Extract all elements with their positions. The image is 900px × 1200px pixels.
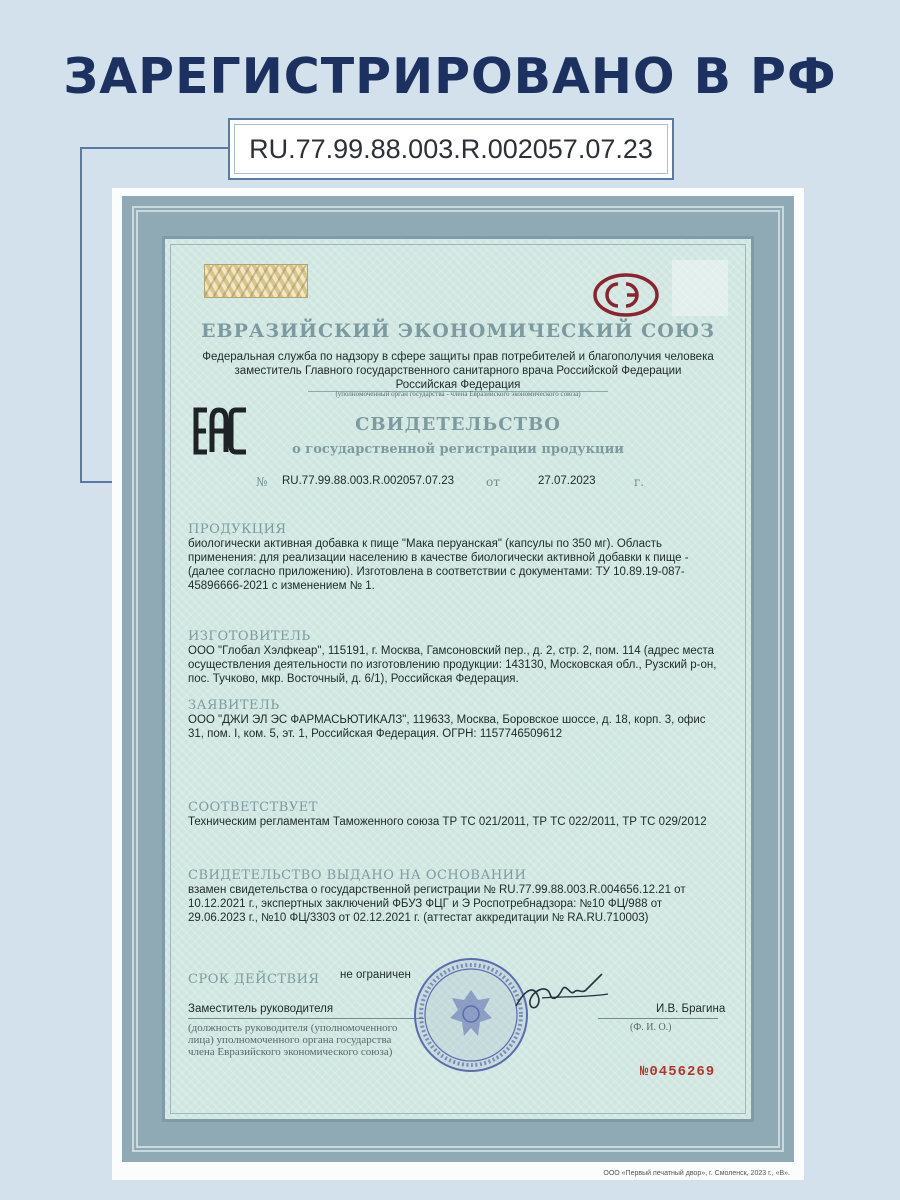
signature-rule xyxy=(598,1018,718,1019)
section-text: взамен свидетельства о государственной регистрации № RU.77.99.88.003.R.004656.12.21 от 10.12.2021 г., экспертных заключений ФБУЗ ФЦГ и Э Роспотребнадзора: №10 ФЦ/988 от 29.06.2023 г., №10 ФЦ/3303 от 02.12.2021 г. (аттестат аккредитации № RA.RU.710003) xyxy=(188,884,686,924)
agency-line: Федеральная служба по надзору в сфере защиты прав потребителей и благополучия человека xyxy=(202,351,714,363)
name-note: (Ф. И. О.) xyxy=(630,1022,672,1033)
section-text: Техническим регламентам Таможенного союза ТР ТС 021/2011, ТР ТС 022/2011, ТР ТС 029/2012 xyxy=(188,816,707,828)
validity-heading: СРОК ДЕЙСТВИЯ xyxy=(188,972,320,987)
certificate-number: RU.77.99.88.003.R.002057.07.23 xyxy=(282,475,454,487)
signatory-position: Заместитель руководителя xyxy=(188,1003,334,1015)
certificate-title: СВИДЕТЕЛЬСТВО xyxy=(355,414,561,435)
section-heading: ИЗГОТОВИТЕЛЬ xyxy=(188,629,311,644)
certificate-document xyxy=(112,188,804,1180)
signature-rule xyxy=(188,1018,424,1019)
section-product xyxy=(188,522,738,593)
validity-value: не ограничен xyxy=(340,969,411,981)
connector-line xyxy=(80,147,82,483)
agency-line: заместитель Главного государственного санитарного врача Российской Федерации xyxy=(234,365,682,377)
year-suffix: г. xyxy=(634,475,645,489)
from-label: от xyxy=(486,475,500,489)
section-conforms xyxy=(188,800,738,829)
section-heading: ПРОДУКЦИЯ xyxy=(188,522,287,537)
agency-line: Российская Федерация xyxy=(395,379,521,391)
union-title: ЕВРАЗИЙСКИЙ ЭКОНОМИЧЕСКИЙ СОЮЗ xyxy=(201,320,715,342)
number-label: № xyxy=(256,475,268,489)
section-text: биологически активная добавка к пище "Мака перуанская" (капсулы по 350 мг). Область применения: для реализации населению в качестве биологически активной добавки к пище - (далее согласно приложению). Изготовлена в соответствии с документами: ТУ 10.89.19-087- 45896666-2021 с изменением № 1. xyxy=(188,538,689,592)
registration-number: RU.77.99.88.003.R.002057.07.23 xyxy=(249,133,653,164)
agency-note: (уполномоченный орган государства - члена Евразийского экономического союза) xyxy=(335,390,581,398)
se-logo-icon xyxy=(592,272,660,318)
serial-number: №0456269 xyxy=(640,1064,716,1080)
section-applicant xyxy=(188,698,738,741)
registration-number-callout xyxy=(228,118,674,180)
signatory-name: И.В. Брагина xyxy=(656,1003,726,1015)
section-heading: СООТВЕТСТВУЕТ xyxy=(188,800,318,815)
section-text: ООО "ДЖИ ЭЛ ЭС ФАРМАСЬЮТИКАЛЗ", 119633, Москва, Боровское шоссе, д. 18, корп. 3, офис 31, пом. I, ком. 5, эт. 1, Российская Федерация. ОГРН: 1157746509612 xyxy=(188,714,706,740)
connector-line xyxy=(80,147,230,149)
section-heading: СВИДЕТЕЛЬСТВО ВЫДАНО НА ОСНОВАНИИ xyxy=(188,868,527,883)
agency-block xyxy=(172,350,744,392)
watermark-patch xyxy=(672,260,728,316)
position-note: (должность руководителя (уполномоченного лица) уполномоченного органа государства члена Евразийского экономического союза) xyxy=(188,1022,398,1058)
section-basis xyxy=(188,868,738,925)
hologram-sticker xyxy=(204,264,308,298)
section-manufacturer xyxy=(188,629,738,686)
handwritten-signature-icon xyxy=(512,968,612,1018)
issue-date: 27.07.2023 xyxy=(538,475,596,487)
headline: ЗАРЕГИСТРИРОВАНО В РФ xyxy=(63,48,837,105)
section-heading: ЗАЯВИТЕЛЬ xyxy=(188,698,280,713)
printer-note: ООО «Первый печатный двор», г. Смоленск, 2023 г., «В». xyxy=(603,1170,790,1177)
certificate-subtitle: о государственной регистрации продукции xyxy=(292,442,624,457)
section-text: ООО "Глобал Хэлфкеар", 115191, г. Москва, Гамсоновский пер., д. 2, стр. 2, пом. 114 (адрес места осуществления деятельности по изготовлению продукции: 143130, Московская обл., Рузский р-он, пос. Тучково, мкр. Восточный, д. 6/1), Российская Федерация. xyxy=(188,645,717,685)
